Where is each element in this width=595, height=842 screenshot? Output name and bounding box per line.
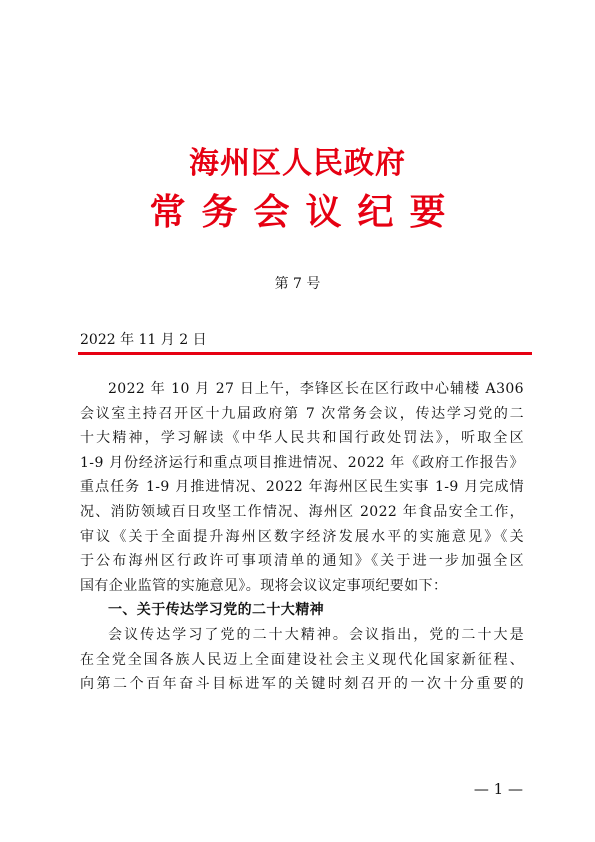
body-line: 向第二个百年奋斗目标进军的关键时刻召开的一次十分重要的 <box>80 676 524 693</box>
page-number: — 1 — <box>473 780 523 798</box>
body-line: 会议传达学习了党的二十大精神。会议指出，党的二十大是 <box>108 626 524 643</box>
body-line: 2022 年 10 月 27 日上午，李锋区长在区行政中心辅楼 A306 <box>108 381 524 397</box>
body-line: 审议《关于全面提升海州区数字经济发展水平的实施意见》《关 <box>80 528 524 545</box>
issue-date: 2022 年 11 月 2 日 <box>80 332 207 348</box>
org-title: 海州区人民政府 <box>189 146 406 181</box>
section-heading: 一、关于传达学习党的二十大精神 <box>108 602 324 619</box>
body-line: 况、消防领域百日攻坚工作情况、海州区 2022 年食品安全工作， <box>80 503 524 520</box>
body-line: 于公布海州区行政许可事项清单的通知》《关于进一步加强全区 <box>80 553 524 570</box>
red-divider <box>78 352 532 355</box>
body-line: 1-9 月份经济运行和重点项目推进情况、2022 年《政府工作报告》 <box>80 454 524 471</box>
body-line: 在全党全国各族人民迈上全面建设社会主义现代化国家新征程、 <box>80 651 524 668</box>
body-line: 十大精神，学习解读《中华人民共和国行政处罚法》，听取全区 <box>80 430 524 447</box>
body-line: 重点任务 1-9 月推进情况、2022 年海州区民生实事 1-9 月完成情 <box>80 479 524 496</box>
document-body <box>80 377 524 697</box>
body-line: 会议室主持召开区十九届政府第 7 次常务会议，传达学习党的二 <box>80 405 524 422</box>
body-line: 国有企业监管的实施意见》。现将会议议定事项纪要如下： <box>80 577 448 594</box>
issue-number: 第 7 号 <box>274 276 321 292</box>
doc-title: 常务会议纪要 <box>149 191 462 233</box>
